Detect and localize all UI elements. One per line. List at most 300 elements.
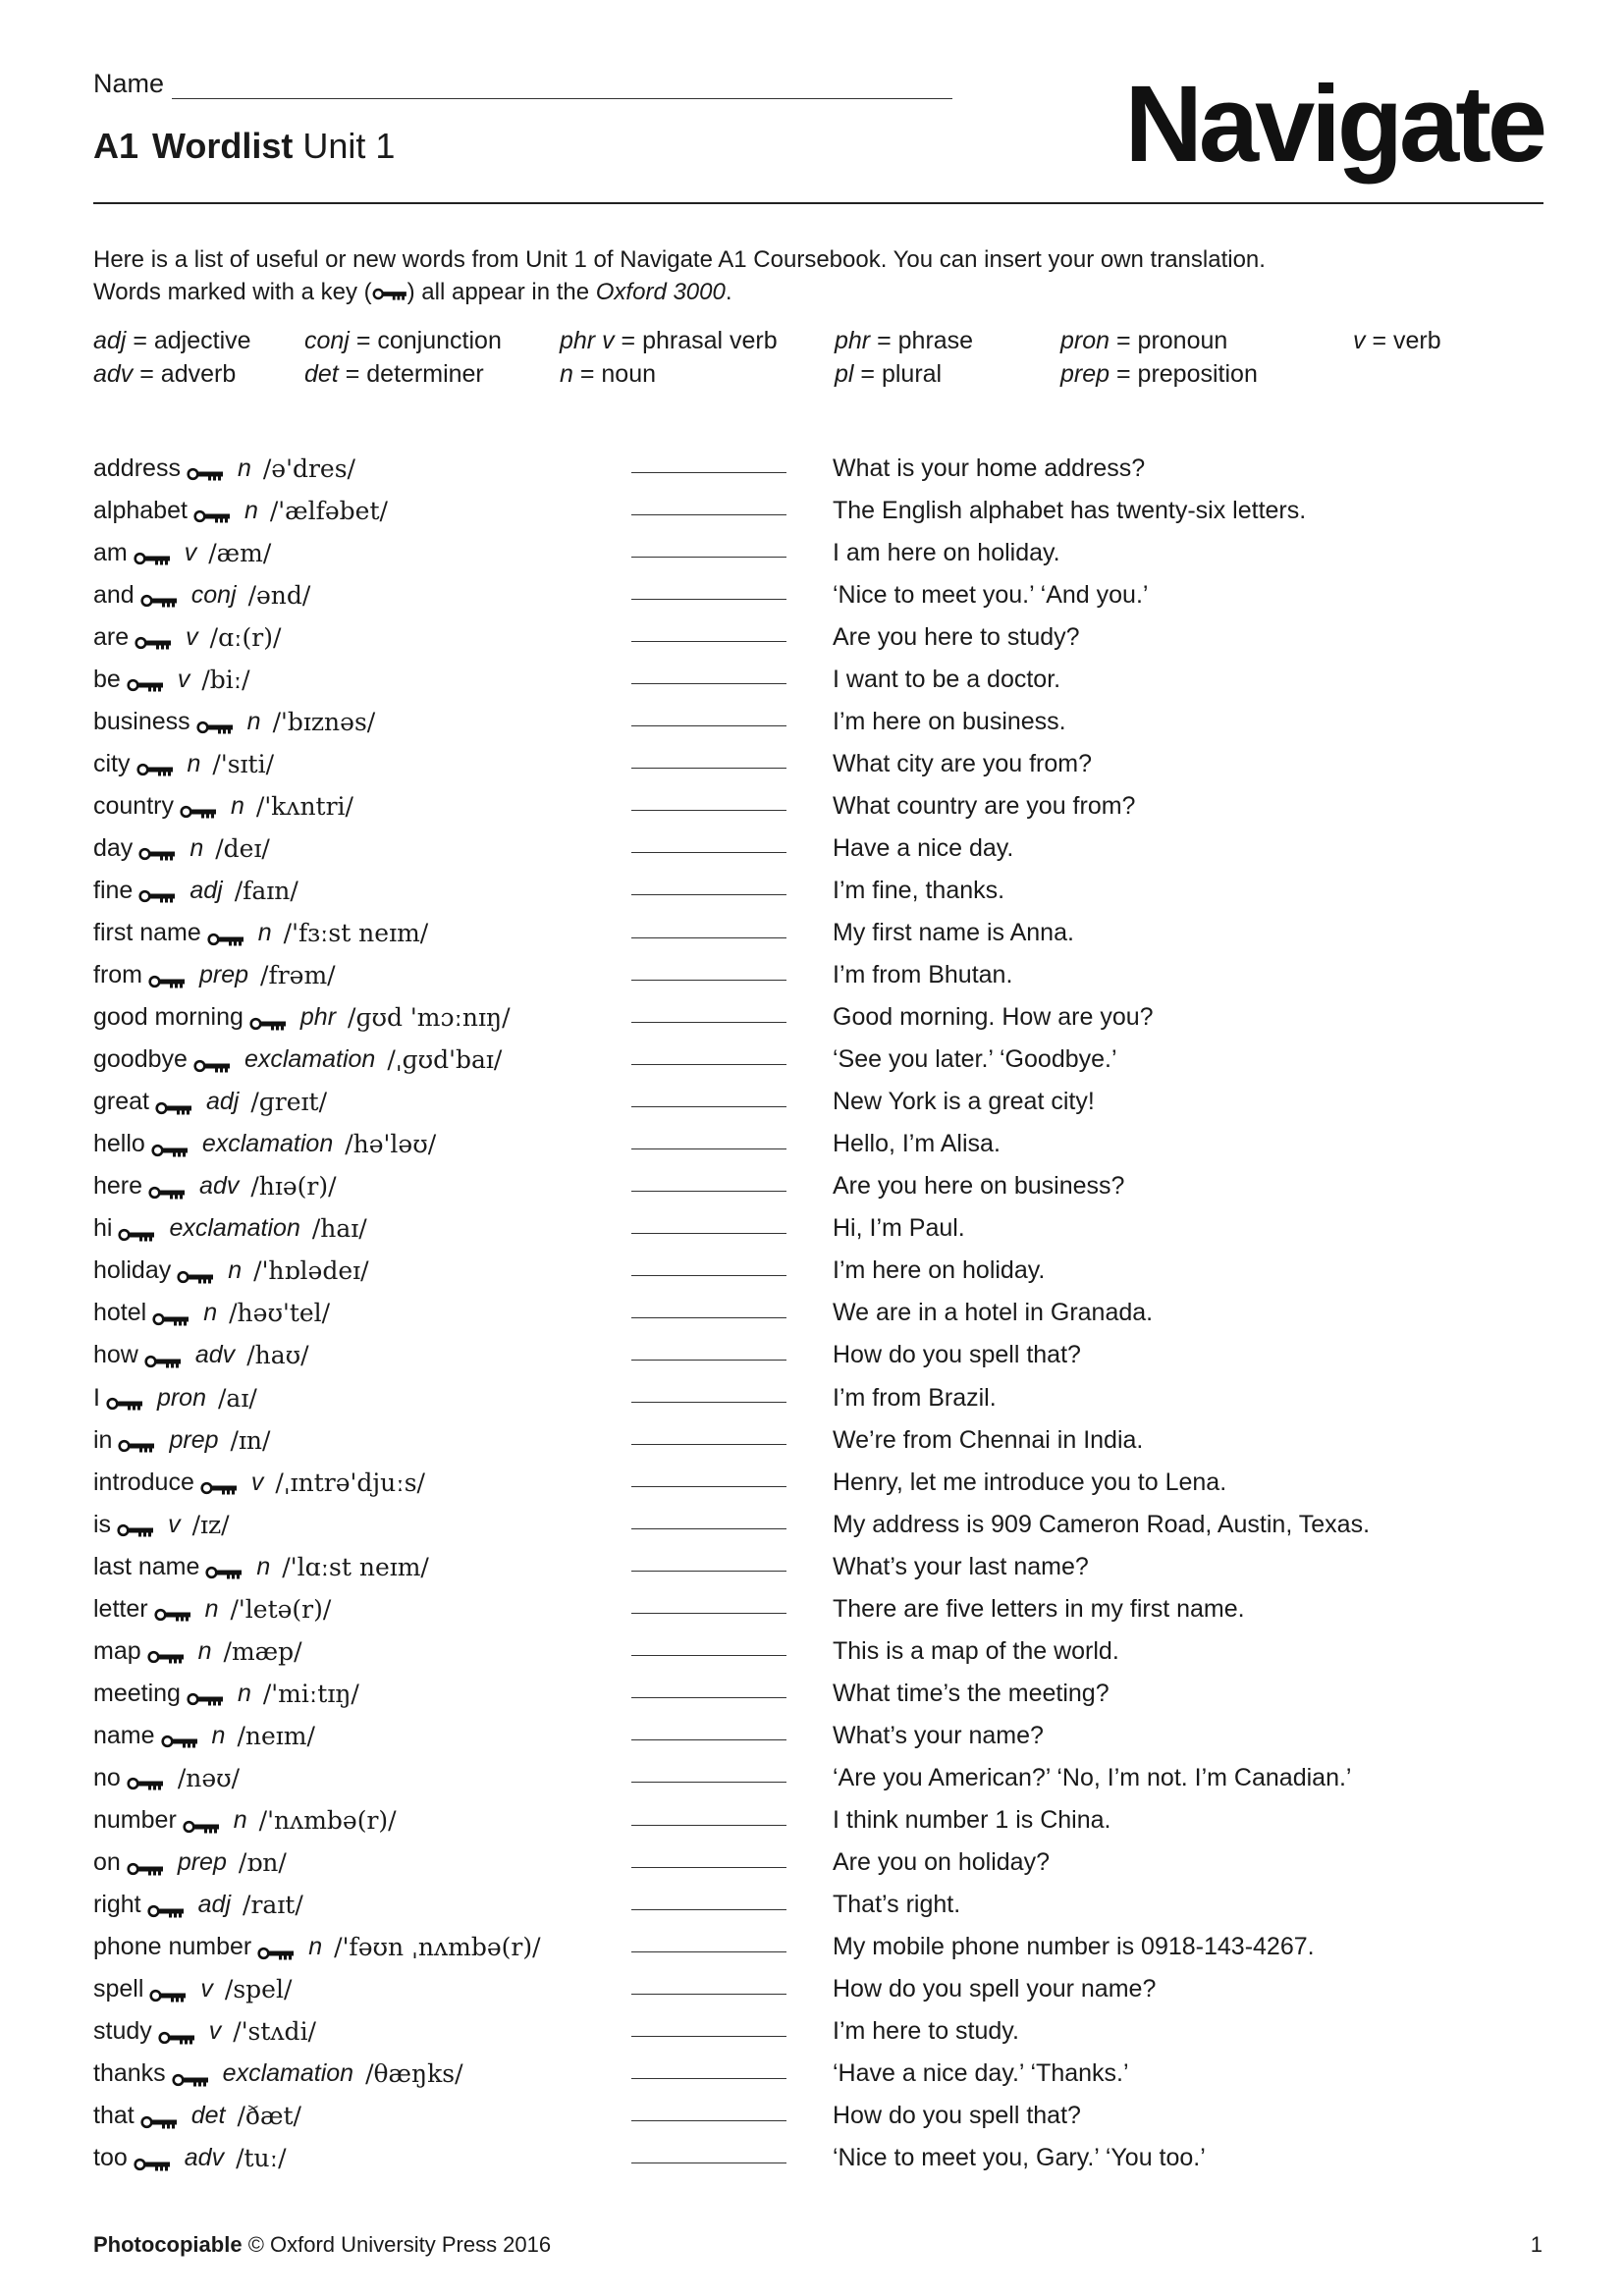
part-of-speech: n xyxy=(189,833,204,862)
example-sentence: Have a nice day. xyxy=(833,833,1014,862)
key-icon xyxy=(193,503,231,518)
abbreviation-code: v xyxy=(1353,327,1366,354)
word-entry xyxy=(93,915,428,952)
headword: address xyxy=(93,454,181,482)
headword: study xyxy=(93,2017,152,2046)
abbreviation-meaning: = phrasal verb xyxy=(621,327,778,354)
translation-blank[interactable] xyxy=(631,2036,786,2037)
headword: day xyxy=(93,833,134,862)
translation-blank[interactable] xyxy=(631,1867,786,1868)
headword: from xyxy=(93,961,142,989)
abbreviation-code: adv xyxy=(93,360,134,388)
key-icon xyxy=(152,1306,189,1321)
example-sentence: Hi, I’m Paul. xyxy=(833,1214,965,1243)
intro-line-2-end: . xyxy=(725,279,732,305)
headword: be xyxy=(93,665,121,693)
headword: on xyxy=(93,1848,121,1877)
headword: thanks xyxy=(93,2059,166,2088)
pronunciation: /spel/ xyxy=(224,1975,293,2004)
abbreviation-item xyxy=(1060,324,1227,357)
translation-blank[interactable] xyxy=(631,472,786,473)
headword: how xyxy=(93,1341,138,1369)
key-icon xyxy=(134,545,171,561)
headword: hotel xyxy=(93,1299,147,1327)
headword: holiday xyxy=(93,1256,172,1285)
word-entry xyxy=(93,1084,327,1121)
word-row xyxy=(93,1251,1546,1293)
key-icon xyxy=(372,287,407,301)
word-entry xyxy=(93,492,388,529)
abbreviation-code: det xyxy=(304,360,339,388)
word-entry xyxy=(93,1295,330,1332)
pronunciation: /θæŋks/ xyxy=(365,2059,463,2089)
level-label: A1 xyxy=(93,126,139,166)
part-of-speech: prep xyxy=(169,1425,219,1454)
example-sentence: I want to be a doctor. xyxy=(833,665,1061,693)
headword: country xyxy=(93,791,174,820)
translation-blank[interactable] xyxy=(631,1571,786,1572)
translation-blank[interactable] xyxy=(631,1022,786,1023)
pronunciation: /haʊ/ xyxy=(246,1341,309,1370)
headword: and xyxy=(93,580,135,609)
headword: first name xyxy=(93,919,201,947)
part-of-speech: pron xyxy=(156,1383,206,1412)
translation-blank[interactable] xyxy=(631,852,786,853)
example-sentence: ‘Nice to meet you, Gary.’ ‘You too.’ xyxy=(833,2144,1206,2172)
key-icon xyxy=(155,1095,192,1110)
part-of-speech: adj xyxy=(189,876,223,904)
translation-blank[interactable] xyxy=(631,1528,786,1529)
abbreviation-item xyxy=(93,324,251,357)
pronunciation: /'letə(r)/ xyxy=(230,1594,332,1624)
example-sentence: My first name is Anna. xyxy=(833,919,1074,947)
word-entry xyxy=(93,618,281,656)
part-of-speech: n xyxy=(187,749,201,777)
pronunciation: /tuː/ xyxy=(236,2144,287,2173)
word-entry xyxy=(93,1379,257,1416)
pronunciation: /ə'dres/ xyxy=(262,454,355,483)
pronunciation: /'nʌmbə(r)/ xyxy=(258,1806,397,1835)
word-entry xyxy=(93,1506,230,1543)
abbreviation-item xyxy=(560,324,778,357)
word-row xyxy=(93,1377,1546,1419)
example-sentence: My mobile phone number is 0918-143-4267. xyxy=(833,1933,1315,1961)
word-entry xyxy=(93,450,355,487)
part-of-speech: n xyxy=(233,1806,247,1834)
pronunciation: /ˌɪntrə'djuːs/ xyxy=(275,1468,425,1497)
translation-blank[interactable] xyxy=(631,2078,786,2079)
word-row xyxy=(93,1969,1546,2011)
key-icon xyxy=(161,1728,198,1743)
word-entry xyxy=(93,534,271,571)
translation-blank[interactable] xyxy=(631,683,786,684)
key-icon xyxy=(147,1897,185,1913)
word-row xyxy=(93,1800,1546,1842)
word-row xyxy=(93,2096,1546,2138)
abbreviation-meaning: = determiner xyxy=(345,360,484,388)
header-divider xyxy=(93,202,1543,204)
translation-blank[interactable] xyxy=(631,2120,786,2121)
headword: goodbye xyxy=(93,1045,188,1074)
pronunciation: /ˌɡʊd'baɪ/ xyxy=(387,1045,503,1075)
key-icon xyxy=(200,1474,238,1490)
intro-line-1: Here is a list of useful or new words from Unit 1 of Navigate A1 Coursebook. You can insert your own translation. xyxy=(93,246,1266,273)
translation-blank[interactable] xyxy=(631,557,786,558)
part-of-speech: n xyxy=(308,1933,323,1961)
pronunciation: /ɪz/ xyxy=(191,1510,230,1539)
example-sentence: The English alphabet has twenty-six letters. xyxy=(833,496,1307,524)
abbreviation-meaning: = conjunction xyxy=(355,327,502,354)
translation-blank[interactable] xyxy=(631,1782,786,1783)
word-row xyxy=(93,1504,1546,1546)
word-row xyxy=(93,1208,1546,1251)
pronunciation: /neɪm/ xyxy=(237,1721,315,1750)
headword: that xyxy=(93,2102,135,2130)
part-of-speech: n xyxy=(204,1594,219,1623)
part-of-speech: phr xyxy=(299,1003,337,1032)
word-entry xyxy=(93,1844,287,1882)
word-entry xyxy=(93,1126,436,1163)
pronunciation: /ɪn/ xyxy=(230,1425,271,1455)
translation-blank[interactable] xyxy=(631,1275,786,1276)
headword: alphabet xyxy=(93,496,188,524)
word-row xyxy=(93,1588,1546,1630)
example-sentence: Are you here on business? xyxy=(833,1172,1125,1201)
example-sentence: Henry, let me introduce you to Lena. xyxy=(833,1468,1227,1496)
word-entry xyxy=(93,1253,369,1290)
word-row xyxy=(93,913,1546,955)
translation-blank[interactable] xyxy=(631,980,786,981)
translation-blank[interactable] xyxy=(631,1064,786,1065)
translation-blank[interactable] xyxy=(631,1148,786,1149)
word-entry xyxy=(93,703,375,740)
part-of-speech: adv xyxy=(194,1341,236,1369)
word-row xyxy=(93,616,1546,659)
part-of-speech: adj xyxy=(205,1088,240,1116)
part-of-speech: exclamation xyxy=(169,1214,300,1243)
word-row xyxy=(93,1082,1546,1124)
word-row xyxy=(93,701,1546,743)
abbreviation-code: pl xyxy=(835,360,854,388)
pronunciation: /'kʌntri/ xyxy=(255,791,353,821)
translation-blank[interactable] xyxy=(631,599,786,600)
translation-blank[interactable] xyxy=(631,937,786,938)
brand-logo: Navigate xyxy=(1124,64,1543,185)
pronunciation: /həʊ'tel/ xyxy=(229,1299,331,1328)
word-entry xyxy=(93,1464,425,1501)
abbreviation-meaning: = plural xyxy=(860,360,943,388)
headword: too xyxy=(93,2144,128,2172)
wordlist-label: Wordlist xyxy=(152,126,294,166)
key-icon xyxy=(118,1432,155,1448)
part-of-speech: conj xyxy=(190,580,237,609)
translation-blank[interactable] xyxy=(631,1233,786,1234)
headword: last name xyxy=(93,1552,200,1580)
abbreviation-item xyxy=(93,357,236,391)
word-row xyxy=(93,1885,1546,1927)
translation-blank[interactable] xyxy=(631,1825,786,1826)
intro-text xyxy=(93,243,1546,308)
abbreviation-meaning: = adverb xyxy=(139,360,237,388)
headword: city xyxy=(93,749,131,777)
part-of-speech: adj xyxy=(197,1891,232,1919)
word-row xyxy=(93,1335,1546,1377)
abbreviation-meaning: = phrase xyxy=(877,327,974,354)
pronunciation: /'miːtɪŋ/ xyxy=(262,1679,359,1708)
copyright-text: © Oxford University Press 2016 xyxy=(247,2232,552,2257)
pronunciation: /aɪ/ xyxy=(218,1383,257,1413)
headword: hello xyxy=(93,1130,145,1158)
word-entry xyxy=(93,1887,303,1924)
pronunciation: /'fɜːst neɪm/ xyxy=(283,919,429,948)
example-sentence: I am here on holiday. xyxy=(833,538,1060,566)
abbreviation-code: pron xyxy=(1060,327,1110,354)
word-entry xyxy=(93,1675,359,1712)
part-of-speech: v xyxy=(168,1510,181,1538)
intro-line-2 xyxy=(93,276,1546,308)
part-of-speech: exclamation xyxy=(244,1045,376,1074)
part-of-speech: n xyxy=(211,1721,226,1749)
word-entry xyxy=(93,1041,502,1079)
part-of-speech: n xyxy=(203,1299,218,1327)
word-entry xyxy=(93,872,298,909)
key-icon xyxy=(158,2024,195,2040)
example-sentence: I’m here on holiday. xyxy=(833,1256,1046,1285)
pronunciation: /hɪə(r)/ xyxy=(250,1172,337,1201)
word-row xyxy=(93,1927,1546,1969)
word-entry xyxy=(93,2098,301,2135)
pronunciation: /ðæt/ xyxy=(237,2102,301,2131)
word-entry xyxy=(93,957,336,994)
part-of-speech: v xyxy=(208,2017,222,2046)
headword: no xyxy=(93,1763,121,1791)
word-row xyxy=(93,2138,1546,2180)
translation-blank[interactable] xyxy=(631,1697,786,1698)
word-row xyxy=(93,2011,1546,2054)
word-entry xyxy=(93,661,250,698)
headword: business xyxy=(93,707,190,735)
word-row xyxy=(93,1124,1546,1166)
part-of-speech: det xyxy=(190,2102,226,2130)
key-icon xyxy=(127,1855,164,1871)
word-entry xyxy=(93,787,353,825)
abbreviation-code: prep xyxy=(1060,360,1110,388)
word-entry xyxy=(93,2013,316,2051)
headword: right xyxy=(93,1891,141,1919)
translation-blank[interactable] xyxy=(631,1909,786,1910)
word-entry xyxy=(93,1210,367,1248)
key-icon xyxy=(205,1559,243,1575)
pronunciation: /biː/ xyxy=(201,665,250,694)
word-row xyxy=(93,1842,1546,1885)
pronunciation: /'hɒlədeɪ/ xyxy=(253,1256,369,1286)
translation-blank[interactable] xyxy=(631,1739,786,1740)
word-entry xyxy=(93,1421,270,1459)
intro-line-2-start: Words marked with a key ( xyxy=(93,279,372,305)
headword: map xyxy=(93,1636,141,1665)
abbreviation-meaning: = noun xyxy=(579,360,657,388)
key-icon xyxy=(180,798,217,814)
word-entry xyxy=(93,1717,315,1754)
translation-blank[interactable] xyxy=(631,1360,786,1361)
key-icon xyxy=(138,882,176,898)
translation-blank[interactable] xyxy=(631,725,786,726)
translation-blank[interactable] xyxy=(631,1106,786,1107)
example-sentence: What’s your name? xyxy=(833,1721,1044,1749)
pronunciation: /'bɪznəs/ xyxy=(272,707,376,736)
example-sentence: What time’s the meeting? xyxy=(833,1679,1110,1707)
key-icon xyxy=(196,714,234,729)
example-sentence: Are you here to study? xyxy=(833,622,1080,651)
word-entry xyxy=(93,1971,292,2008)
translation-blank[interactable] xyxy=(631,641,786,642)
abbreviation-code: phr xyxy=(835,327,871,354)
key-icon xyxy=(140,587,178,603)
word-entry xyxy=(93,1802,397,1840)
translation-blank[interactable] xyxy=(631,1951,786,1952)
example-sentence: ‘Nice to meet you.’ ‘And you.’ xyxy=(833,580,1149,609)
headword: am xyxy=(93,538,128,566)
part-of-speech: exclamation xyxy=(222,2059,354,2088)
headword: fine xyxy=(93,876,134,904)
example-sentence: How do you spell your name? xyxy=(833,1975,1157,2003)
pronunciation: /ɒn/ xyxy=(238,1848,287,1878)
word-row xyxy=(93,2054,1546,2096)
abbreviation-meaning: = pronoun xyxy=(1116,327,1228,354)
word-entry xyxy=(93,829,270,867)
part-of-speech: v xyxy=(177,665,190,693)
part-of-speech: n xyxy=(237,454,251,482)
key-icon xyxy=(134,2151,171,2166)
abbreviation-item xyxy=(304,357,484,391)
abbreviation-code: adj xyxy=(93,327,127,354)
part-of-speech: prep xyxy=(199,961,249,989)
key-icon xyxy=(172,2066,209,2082)
word-row xyxy=(93,785,1546,828)
abbreviation-item xyxy=(1353,324,1441,357)
word-row xyxy=(93,574,1546,616)
key-icon xyxy=(127,671,164,687)
part-of-speech: n xyxy=(230,791,244,820)
word-row xyxy=(93,1040,1546,1082)
part-of-speech: n xyxy=(228,1256,243,1285)
translation-blank[interactable] xyxy=(631,810,786,811)
part-of-speech: n xyxy=(257,919,272,947)
part-of-speech: adv xyxy=(184,2144,225,2172)
abbreviation-code: n xyxy=(560,360,573,388)
headword: meeting xyxy=(93,1679,181,1707)
headword: spell xyxy=(93,1975,144,2003)
word-row xyxy=(93,490,1546,532)
key-icon xyxy=(106,1390,143,1406)
abbreviation-meaning: = preposition xyxy=(1116,360,1258,388)
name-label: Name xyxy=(93,69,165,98)
example-sentence: How do you spell that? xyxy=(833,2102,1081,2130)
key-icon xyxy=(193,1052,231,1068)
pronunciation: /'fəʊn ˌnʌmbə(r)/ xyxy=(334,1933,541,1962)
key-icon xyxy=(207,926,244,941)
headword: introduce xyxy=(93,1468,194,1496)
word-row xyxy=(93,997,1546,1040)
pronunciation: /haɪ/ xyxy=(311,1214,367,1244)
pronunciation: /mæp/ xyxy=(223,1636,302,1666)
pronunciation: /æm/ xyxy=(208,538,272,567)
translation-blank[interactable] xyxy=(631,768,786,769)
word-row xyxy=(93,1757,1546,1799)
key-icon xyxy=(187,460,224,476)
pronunciation: /ɡreɪt/ xyxy=(250,1088,327,1117)
example-sentence: We’re from Chennai in India. xyxy=(833,1425,1144,1454)
headword: letter xyxy=(93,1594,148,1623)
example-sentence: ‘Are you American?’ ‘No, I’m not. I’m Canadian.’ xyxy=(833,1763,1352,1791)
example-sentence: ‘Have a nice day.’ ‘Thanks.’ xyxy=(833,2059,1129,2088)
word-entry xyxy=(93,1168,337,1205)
translation-blank[interactable] xyxy=(631,1613,786,1614)
pronunciation: /ənd/ xyxy=(247,580,311,610)
abbreviation-code: conj xyxy=(304,327,350,354)
key-icon xyxy=(136,756,174,772)
translation-blank[interactable] xyxy=(631,1994,786,1995)
key-icon xyxy=(249,1010,287,1026)
abbreviation-meaning: = verb xyxy=(1372,327,1441,354)
abbreviation-code: phr v xyxy=(560,327,615,354)
word-row xyxy=(93,1293,1546,1335)
part-of-speech: n xyxy=(246,707,261,735)
part-of-speech: v xyxy=(184,538,197,566)
example-sentence: What country are you from? xyxy=(833,791,1136,820)
key-icon xyxy=(151,1137,189,1152)
word-row xyxy=(93,532,1546,574)
word-entry xyxy=(93,1632,302,1670)
part-of-speech: v xyxy=(250,1468,264,1496)
translation-blank[interactable] xyxy=(631,1444,786,1445)
headword: in xyxy=(93,1425,113,1454)
name-input-line[interactable] xyxy=(172,73,952,99)
translation-blank[interactable] xyxy=(631,1486,786,1487)
example-sentence: There are five letters in my first name. xyxy=(833,1594,1245,1623)
word-row xyxy=(93,1546,1546,1588)
oxford-3000-label: Oxford 3000 xyxy=(595,279,726,305)
translation-blank[interactable] xyxy=(631,1402,786,1403)
photocopiable-label: Photocopiable xyxy=(93,2232,243,2257)
word-row xyxy=(93,870,1546,912)
key-icon xyxy=(154,1601,191,1617)
translation-blank[interactable] xyxy=(631,514,786,515)
key-icon xyxy=(149,1982,187,1998)
example-sentence: Are you on holiday? xyxy=(833,1848,1050,1877)
headword: phone number xyxy=(93,1933,252,1961)
pronunciation: /frəm/ xyxy=(260,961,336,990)
translation-blank[interactable] xyxy=(631,1191,786,1192)
key-icon xyxy=(147,1643,185,1659)
pronunciation: /'lɑːst neɪm/ xyxy=(282,1552,429,1581)
key-icon xyxy=(144,1348,182,1363)
example-sentence: Hello, I’m Alisa. xyxy=(833,1130,1001,1158)
word-row xyxy=(93,659,1546,701)
translation-blank[interactable] xyxy=(631,1655,786,1656)
translation-blank[interactable] xyxy=(631,1317,786,1318)
headword: I xyxy=(93,1383,100,1412)
key-icon xyxy=(148,968,186,984)
example-sentence: New York is a great city! xyxy=(833,1088,1095,1116)
example-sentence: That’s right. xyxy=(833,1891,961,1919)
word-entry xyxy=(93,1337,309,1374)
key-icon xyxy=(148,1179,186,1195)
intro-line-2-mid: ) all appear in the xyxy=(406,279,596,305)
part-of-speech: v xyxy=(186,622,198,651)
unit-label: Unit 1 xyxy=(302,126,396,166)
translation-blank[interactable] xyxy=(631,894,786,895)
